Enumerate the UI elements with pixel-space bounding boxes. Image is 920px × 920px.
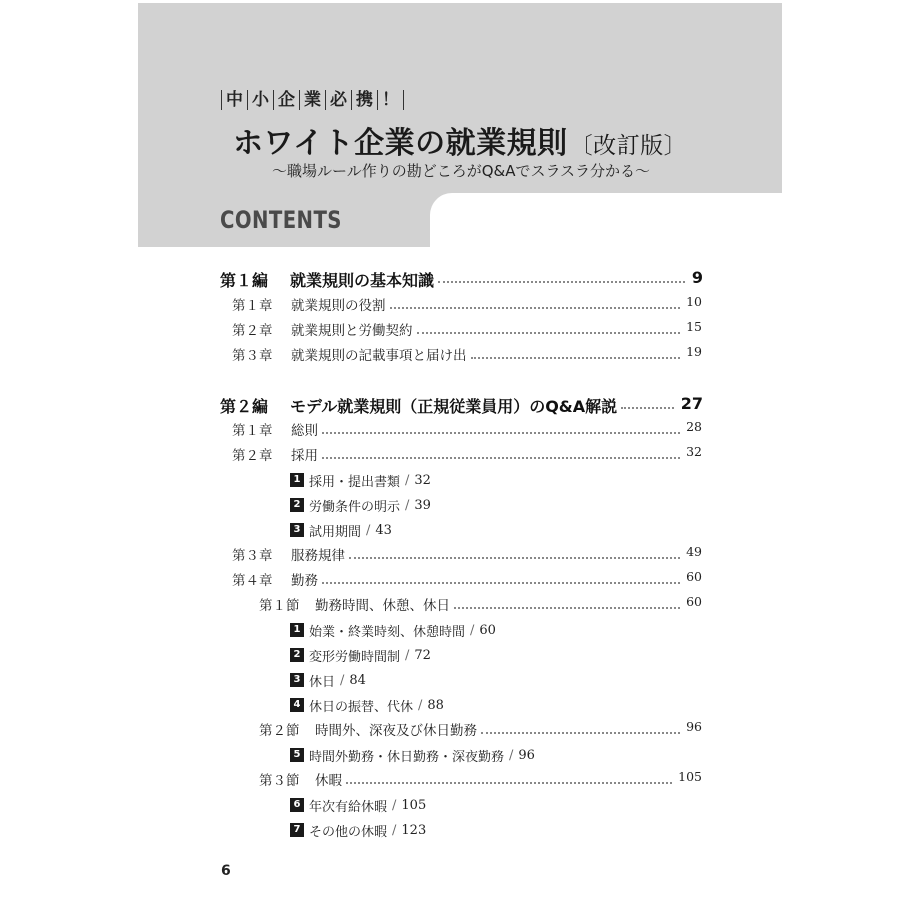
dot-leader: [390, 307, 680, 309]
dot-leader: [454, 607, 680, 609]
toc-item-page: 84: [349, 672, 366, 688]
toc-chapter-page: 32: [686, 444, 702, 459]
toc-item[interactable]: [290, 670, 366, 690]
toc-item-title: 年次有給休暇: [309, 799, 388, 815]
item-number-badge: 7: [290, 823, 304, 837]
toc-item-page: 39: [414, 497, 431, 513]
toc-part-number: 第２編: [220, 397, 269, 416]
book-edition: 〔改訂版〕: [569, 133, 688, 159]
page-number: 6: [221, 863, 231, 879]
toc-item[interactable]: [290, 695, 444, 715]
toc-item[interactable]: [290, 745, 535, 765]
kicker-char: 業: [299, 90, 325, 110]
kicker-char: 必: [325, 90, 351, 110]
toc-chapter-page: 10: [686, 294, 702, 309]
toc-item-title: 始業・終業時刻、休憩時間: [309, 624, 466, 640]
dot-leader: [349, 557, 680, 559]
toc-item-page: 96: [518, 747, 535, 763]
toc-section-number: 第２節: [259, 723, 300, 739]
toc-chapter-number: 第３章: [232, 348, 273, 364]
toc-chapter[interactable]: [0, 319, 920, 341]
kicker-char: 中: [221, 90, 247, 110]
toc-chapter-title: 就業規則の記載事項と届け出: [291, 348, 467, 364]
book-subtitle: ～職場ルール作りの勘どころがQ&Aでスラスラ分かる～: [272, 162, 651, 180]
book-title: [233, 118, 687, 162]
toc-chapter-title: 総則: [291, 423, 318, 439]
dot-leader: [621, 407, 674, 409]
item-number-badge: 5: [290, 748, 304, 762]
toc-item-page: 105: [401, 797, 427, 813]
toc-chapter-title: 就業規則の役割: [291, 298, 386, 314]
toc-section[interactable]: [0, 594, 920, 616]
item-slash: /: [405, 497, 410, 513]
dot-leader: [346, 782, 672, 784]
toc-item-page: 43: [375, 522, 392, 538]
toc-section-title: 休暇: [315, 773, 342, 789]
item-number-badge: 2: [290, 648, 304, 662]
item-slash: /: [405, 472, 410, 488]
toc-chapter-number: 第１章: [232, 423, 273, 439]
item-slash: /: [366, 522, 371, 538]
toc-chapter-page: 28: [686, 419, 702, 434]
item-number-badge: 1: [290, 473, 304, 487]
toc-item-title: 休日の振替、代休: [309, 699, 414, 715]
contents-heading: CONTENTS: [220, 206, 342, 234]
toc-chapter-title: 就業規則と労働契約: [291, 323, 413, 339]
toc-chapter-number: 第２章: [232, 448, 273, 464]
toc-item-page: 88: [427, 697, 444, 713]
toc-section[interactable]: [0, 719, 920, 741]
dot-leader: [481, 732, 680, 734]
toc-item[interactable]: [290, 495, 431, 515]
toc-item[interactable]: [290, 795, 426, 815]
item-slash: /: [470, 622, 475, 638]
dot-leader: [438, 281, 685, 283]
toc-chapter[interactable]: [0, 569, 920, 591]
kicker-char: 携: [351, 90, 377, 110]
toc-item-title: その他の休暇: [309, 824, 388, 840]
item-number-badge: 3: [290, 673, 304, 687]
toc-chapter[interactable]: [0, 294, 920, 316]
kicker-char: 企: [273, 90, 299, 110]
toc-chapter-page: 15: [686, 319, 702, 334]
toc-item-title: 時間外勤務・休日勤務・深夜勤務: [309, 749, 505, 765]
dot-leader: [417, 332, 680, 334]
item-slash: /: [509, 747, 514, 763]
item-slash: /: [392, 822, 397, 838]
toc-chapter-title: 勤務: [291, 573, 318, 589]
item-number-badge: 1: [290, 623, 304, 637]
kicker-char: ！: [377, 90, 404, 110]
toc-chapter[interactable]: [0, 344, 920, 366]
toc-item[interactable]: [290, 620, 496, 640]
item-slash: /: [405, 647, 410, 663]
toc-section-title: 時間外、深夜及び休日勤務: [315, 723, 477, 739]
toc-item[interactable]: [290, 820, 426, 840]
toc-section-page: 105: [678, 769, 702, 784]
toc-section-number: 第３節: [259, 773, 300, 789]
toc-part[interactable]: [0, 394, 920, 416]
toc-item-title: 休日: [309, 674, 336, 690]
toc-item-page: 60: [479, 622, 496, 638]
toc-item-page: 72: [414, 647, 431, 663]
item-slash: /: [418, 697, 423, 713]
toc-chapter-title: 服務規律: [291, 548, 345, 564]
toc-chapter-page: 60: [686, 569, 702, 584]
toc-section-page: 96: [686, 719, 702, 734]
toc-section-title: 勤務時間、休憩、休日: [315, 598, 450, 614]
toc-chapter-number: 第１章: [232, 298, 273, 314]
header-band-cutout: [430, 193, 782, 247]
toc-chapter[interactable]: [0, 544, 920, 566]
dot-leader: [471, 357, 680, 359]
item-slash: /: [392, 797, 397, 813]
toc-chapter-number: 第２章: [232, 323, 273, 339]
kicker-char: 小: [247, 90, 273, 110]
toc-item-page: 32: [414, 472, 431, 488]
toc-item[interactable]: [290, 520, 392, 540]
toc-section-number: 第１節: [259, 598, 300, 614]
toc-part-title: モデル就業規則（正規従業員用）のQ&A解説: [290, 397, 618, 416]
toc-part-page: 9: [691, 268, 703, 287]
book-kicker: [221, 90, 404, 110]
item-number-badge: 4: [290, 698, 304, 712]
item-slash: /: [340, 672, 345, 688]
item-number-badge: 2: [290, 498, 304, 512]
toc-chapter-number: 第４章: [232, 573, 273, 589]
toc-chapter[interactable]: [0, 419, 920, 441]
toc-item[interactable]: [290, 470, 431, 490]
toc-chapter[interactable]: [0, 444, 920, 466]
toc-part-page: 27: [680, 394, 703, 413]
item-number-badge: 6: [290, 798, 304, 812]
book-title-main: ホワイト企業の就業規則: [233, 126, 568, 161]
toc-item-title: 変形労働時間制: [309, 649, 401, 665]
toc-chapter-page: 49: [686, 544, 702, 559]
toc-chapter-number: 第３章: [232, 548, 273, 564]
toc-chapter-page: 19: [686, 344, 702, 359]
dot-leader: [322, 457, 680, 459]
toc-chapter-title: 採用: [291, 448, 318, 464]
toc-section-page: 60: [686, 594, 702, 609]
item-number-badge: 3: [290, 523, 304, 537]
toc-item[interactable]: [290, 645, 431, 665]
toc-item-title: 採用・提出書類: [309, 474, 401, 490]
toc-part-title: 就業規則の基本知識: [290, 271, 435, 290]
toc-item-page: 123: [401, 822, 427, 838]
toc-part[interactable]: [0, 268, 920, 290]
toc-part-number: 第１編: [220, 271, 269, 290]
toc-section[interactable]: [0, 769, 920, 791]
dot-leader: [322, 582, 680, 584]
toc-item-title: 労働条件の明示: [309, 499, 401, 515]
dot-leader: [322, 432, 680, 434]
toc-item-title: 試用期間: [309, 524, 362, 540]
